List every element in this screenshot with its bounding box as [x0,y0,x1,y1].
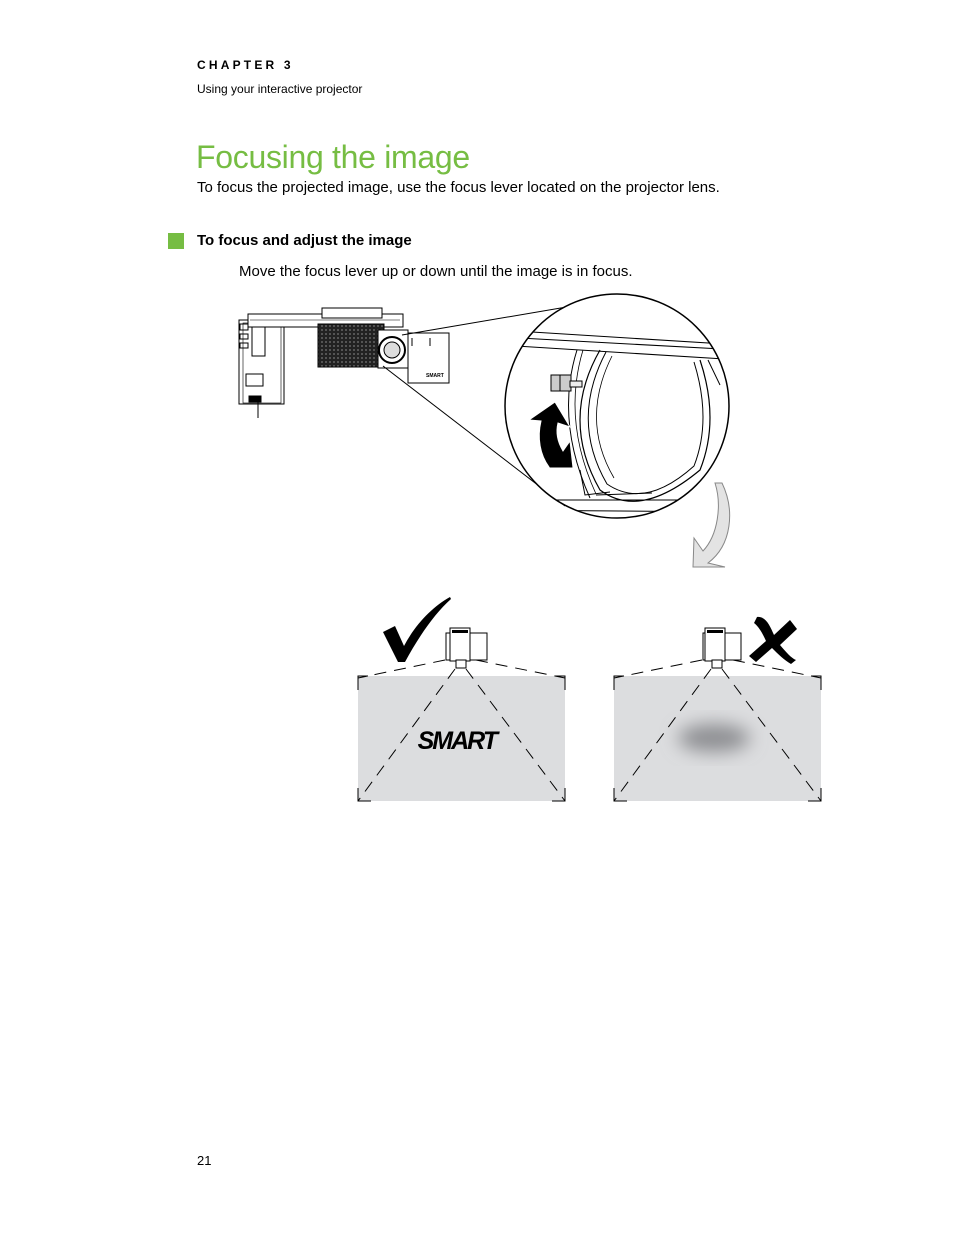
blurred-logo [678,724,750,752]
chapter-subtitle: Using your interactive projector [197,82,363,96]
screen-logo: SMART [417,727,496,755]
page-number: 21 [197,1153,212,1168]
focused-screen-example [358,597,565,801]
blurry-screen-example [614,617,821,801]
procedure-step: Move the focus lever up or down until the image is in focus. [239,263,633,280]
checkmark-icon [383,597,451,662]
projector-logo: SMART [426,373,444,379]
down-arrow-icon [693,483,730,567]
section-intro: To focus the projected image, use the focus lever located on the projector lens. [197,179,720,196]
x-mark-icon [749,617,797,664]
projector-mount-drawing [239,308,449,418]
magnified-lens-view [500,294,740,518]
chapter-label: CHAPTER 3 [197,58,294,72]
procedure-title: To focus and adjust the image [197,232,412,249]
section-title: Focusing the image [196,139,470,175]
